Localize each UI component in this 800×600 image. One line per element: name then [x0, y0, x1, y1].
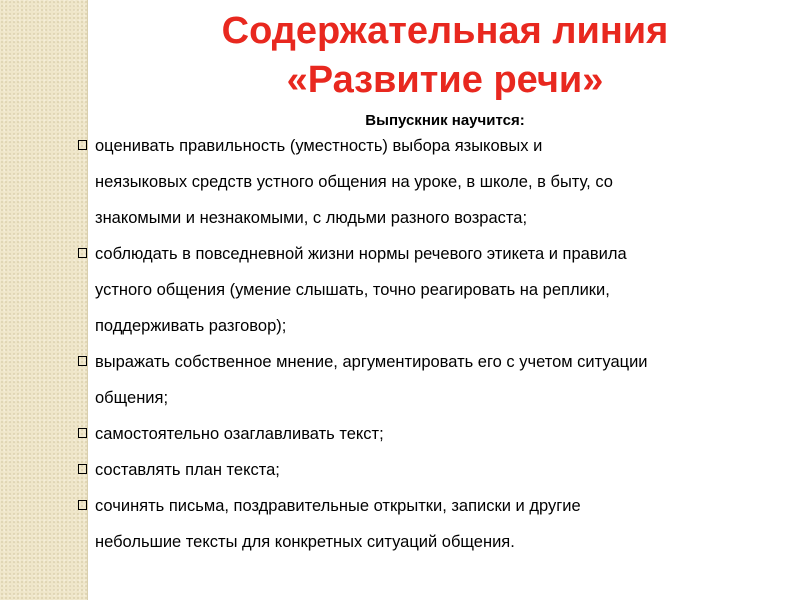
list-item-line: небольшие тексты для конкретных ситуаций общения.: [95, 533, 515, 551]
list-item-line: общения;: [95, 389, 169, 407]
list-item: [78, 416, 790, 452]
square-bullet-icon: [78, 500, 87, 510]
decorative-side-band: [0, 0, 88, 600]
skills-list: [78, 128, 790, 560]
square-bullet-icon: [78, 428, 87, 438]
list-item: [78, 488, 790, 560]
list-item-line: самостоятельно озаглавливать текст;: [95, 425, 384, 443]
slide-subtitle: Выпускник научится:: [365, 112, 525, 129]
list-item-line: составлять план текста;: [95, 461, 280, 479]
list-item: [78, 236, 790, 344]
list-item-line: оценивать правильность (уместность) выбора языковых и: [95, 137, 543, 155]
square-bullet-icon: [78, 248, 87, 258]
list-item: [78, 128, 790, 236]
list-item-line: выражать собственное мнение, аргументировать его с учетом ситуации: [95, 353, 648, 371]
list-item: [78, 452, 790, 488]
list-item-line: поддерживать разговор);: [95, 317, 287, 335]
square-bullet-icon: [78, 464, 87, 474]
list-item: [78, 344, 790, 416]
slide-title-line-1: Содержательная линия: [221, 10, 669, 52]
square-bullet-icon: [78, 140, 87, 150]
list-item-line: соблюдать в повседневной жизни нормы речевого этикета и правила: [95, 245, 627, 263]
slide-title-line-2: «Развитие речи»: [286, 59, 604, 101]
list-item-line: знакомыми и незнакомыми, с людьми разного возраста;: [95, 209, 528, 227]
list-item-line: неязыковых средств устного общения на уроке, в школе, в быту, со: [95, 173, 613, 191]
list-item-line: сочинять письма, поздравительные открытки, записки и другие: [95, 497, 581, 515]
list-item-line: устного общения (умение слышать, точно реагировать на реплики,: [95, 281, 610, 299]
square-bullet-icon: [78, 356, 87, 366]
